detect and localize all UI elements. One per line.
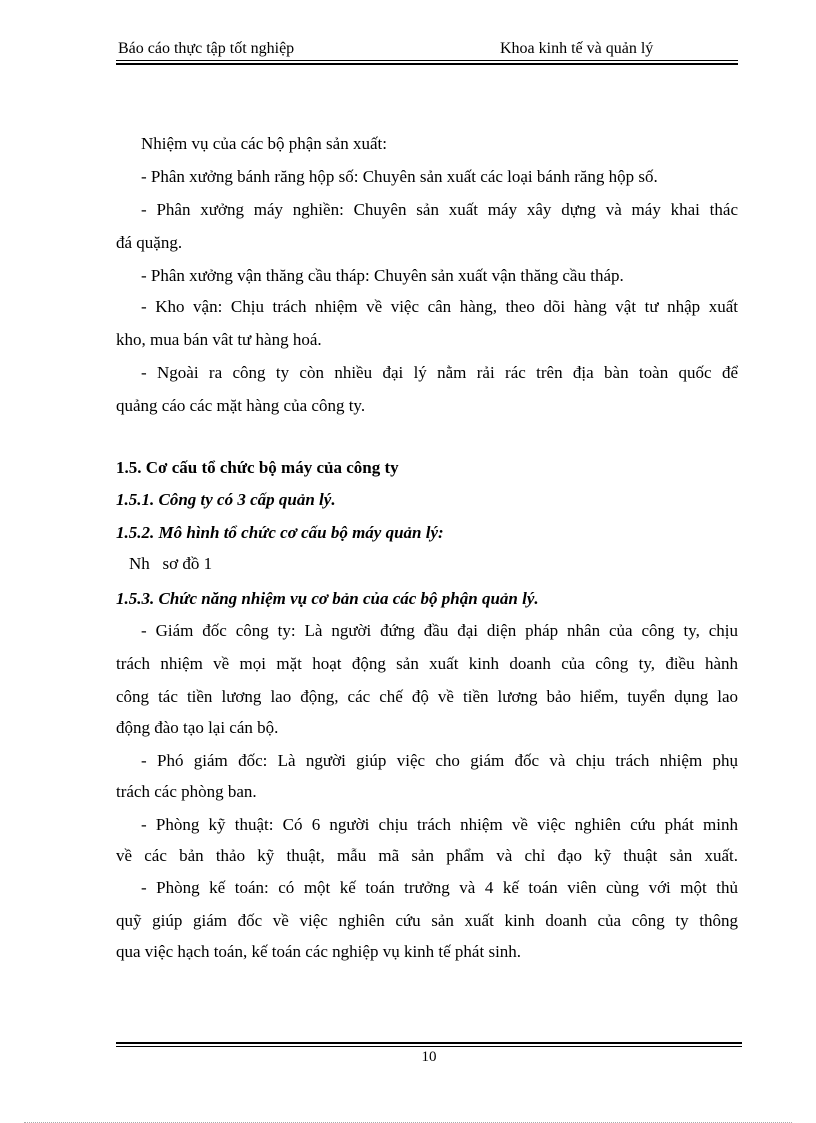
paragraph-technical-line2: về các bản thảo kỹ thuật, mẫu mã sản phẩm và chỉ đạo kỹ thuật sản xuất. [116,846,738,865]
paragraph-accounting-line2: quỹ giúp giám đốc về việc nghiên cứu sản xuất kinh doanh của công ty thông [116,911,738,930]
header-right: Khoa kinh tế và quản lý [500,40,654,57]
paragraph-crusher-line2: đá quặng. [116,233,183,252]
paragraph-technical-line1: - Phòng kỹ thuật: Có 6 người chịu trách nhiệm về việc nghiên cứu phát minh [141,815,738,834]
paragraph-deputy-line2: trách các phòng ban. [116,782,257,801]
paragraph-agents-line2: quảng cáo các mặt hàng của công ty. [116,396,366,415]
paragraph-agents-line1: - Ngoài ra công ty còn nhiều đại lý nằm rải rác trên địa bàn toàn quốc để [141,363,738,382]
section-heading-1-5: 1.5. Cơ cấu tổ chức bộ máy của công ty [116,458,399,477]
paragraph-director-line3: công tác tiền lương lao động, các chế độ về tiền lương bảo hiểm, tuyển dụng lao [116,687,738,706]
subsection-heading-1-5-3: 1.5.3. Chức năng nhiệm vụ cơ bản của các bộ phận quản lý. [116,589,539,608]
footer-rule-thick [116,1042,742,1044]
page-number: 10 [421,1049,437,1065]
subsection-heading-1-5-1: 1.5.1. Công ty có 3 cấp quản lý. [116,490,336,509]
paragraph-crusher-line1: - Phân xưởng máy nghiền: Chuyên sản xuất máy xây dựng và máy khai thác [141,200,738,219]
paragraph-director-line2: trách nhiệm về mọi mặt hoạt động sản xuất kinh doanh của công ty, điều hành [116,654,738,673]
header-rule-thick [116,63,738,65]
subsection-heading-1-5-2: 1.5.2. Mô hình tổ chức cơ cấu bộ máy quản lý: [116,523,444,542]
diagram-reference: Nh sơ đồ 1 [129,554,213,573]
paragraph-warehouse-line2: kho, mua bán vât tư hàng hoá. [116,330,322,349]
footer-rule-thin [116,1046,742,1047]
paragraph-accounting-line1: - Phòng kế toán: có một kế toán trưởng và 4 kế toán viên cùng với một thủ [141,878,738,897]
paragraph-deputy-line1: - Phó giám đốc: Là người giúp việc cho giám đốc và chịu trách nhiệm phụ [141,751,738,770]
paragraph-director-line1: - Giám đốc công ty: Là người đứng đầu đại diện pháp nhân của công ty, chịu [141,621,738,640]
paragraph-warehouse-line1: - Kho vận: Chịu trách nhiệm về việc cân hàng, theo dõi hàng vật tư nhập xuất [141,297,738,316]
paragraph-accounting-line3: qua việc hạch toán, kế toán các nghiệp vụ kinh tế phát sinh. [116,942,522,961]
paragraph-intro: Nhiệm vụ của các bộ phận sản xuất: [141,134,387,153]
header-left: Báo cáo thực tập tốt nghiệp [118,40,295,57]
paragraph-gearbox: - Phân xưởng bánh răng hộp số: Chuyên sản xuất các loại bánh răng hộp số. [141,167,658,186]
paragraph-director-line4: động đào tạo lại cán bộ. [116,718,279,737]
header-rule-thin [116,60,738,61]
paragraph-hoist: - Phân xưởng vận thăng cầu tháp: Chuyên sản xuất vận thăng cầu tháp. [141,266,624,285]
page-header [116,40,738,60]
